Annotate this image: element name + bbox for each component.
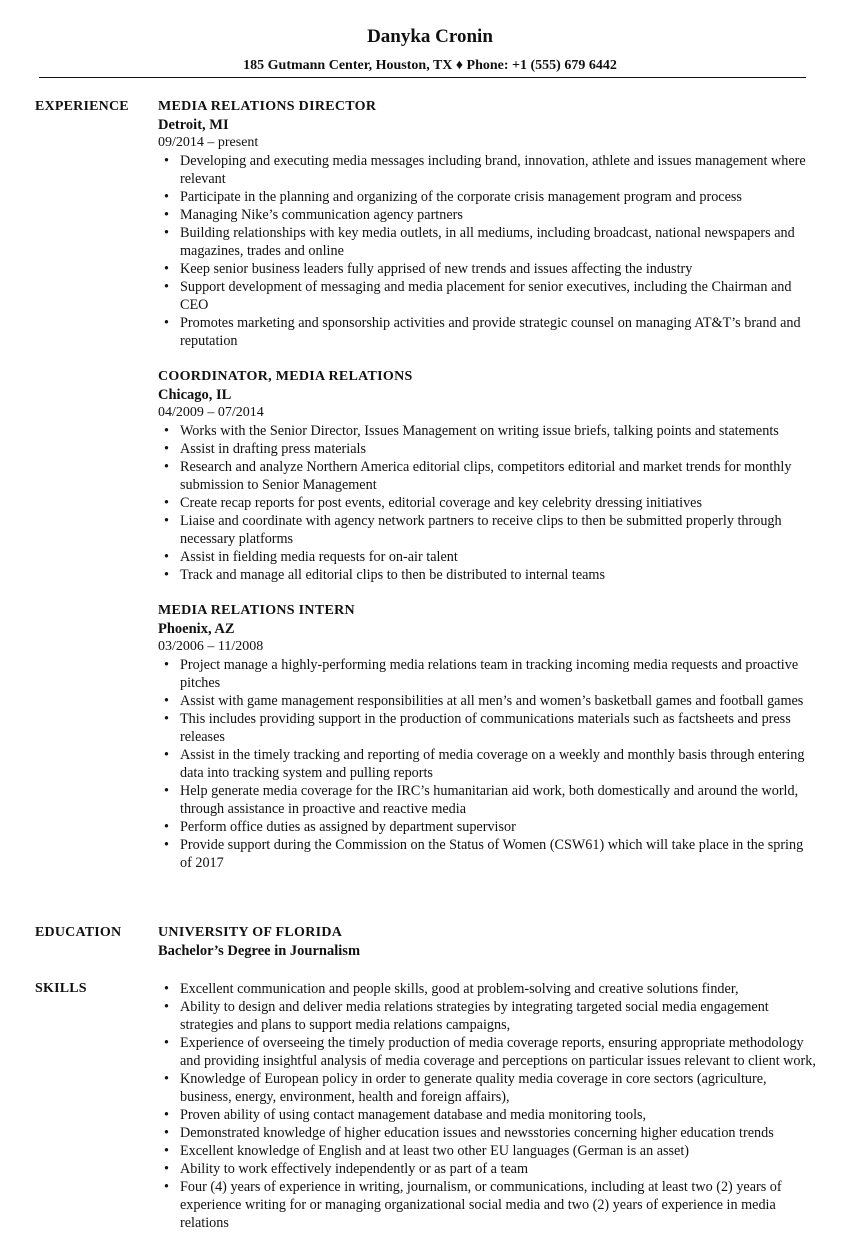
job-entry [158, 602, 818, 872]
job-bullets [158, 152, 818, 350]
job-entry [158, 98, 818, 350]
skill-item: • Excellent communication and people skills, good at problem-solving and creative solutions finder, [158, 980, 818, 998]
bullet-item: • This includes providing support in the production of communications materials such as factsheets and press releases [158, 710, 818, 746]
skill-item: • Demonstrated knowledge of higher education issues and newsstories concerning higher education trends [158, 1124, 818, 1142]
bullet-item: • Perform office duties as assigned by department supervisor [158, 818, 818, 836]
header-divider [39, 77, 806, 78]
bullet-item: • Liaise and coordinate with agency network partners to receive clips to then be submitted properly through necessary platforms [158, 512, 818, 548]
skills-body [158, 980, 818, 1232]
experience-label: EXPERIENCE [35, 99, 129, 114]
job-title: COORDINATOR, MEDIA RELATIONS [158, 369, 413, 384]
bullet-item: • Participate in the planning and organizing of the corporate crisis management program and process [158, 188, 818, 206]
bullet-item: • Assist in drafting press materials [158, 440, 818, 458]
bullet-item: • Research and analyze Northern America editorial clips, competitors editorial and market trends for monthly submission to Senior Management [158, 458, 818, 494]
job-title: MEDIA RELATIONS INTERN [158, 603, 355, 618]
job-bullets [158, 422, 818, 584]
bullet-item: • Developing and executing media messages including brand, innovation, athlete and issues management where relevant [158, 152, 818, 188]
skill-item: • Four (4) years of experience in writing, journalism, or communications, including at least two (2) years of experience writing for or managing organizational social media and two (2) years of experience in media relations [158, 1178, 818, 1232]
skill-item: • Knowledge of European policy in order to generate quality media coverage in core sectors (agriculture, business, energy, environment, health and foreign affairs), [158, 1070, 818, 1106]
education-label: EDUCATION [35, 925, 122, 940]
bullet-item: • Track and manage all editorial clips to then be distributed to internal teams [158, 566, 818, 584]
job-title: MEDIA RELATIONS DIRECTOR [158, 99, 377, 114]
bullet-item: • Promotes marketing and sponsorship activities and provide strategic counsel on managing AT&T’s brand and reputation [158, 314, 818, 350]
bullet-item: • Building relationships with key media outlets, in all mediums, including broadcast, national newspapers and magazines, trades and online [158, 224, 818, 260]
job-bullets [158, 656, 818, 872]
skill-item: • Experience of overseeing the timely production of media coverage reports, ensuring appropriate methodology and providing insightful analysis of media coverage and perceptions on particular issues relevant to client work, [158, 1034, 818, 1070]
bullet-item: • Create recap reports for post events, editorial coverage and key celebrity dressing initiatives [158, 494, 818, 512]
resume-header [0, 26, 860, 75]
skill-item: • Ability to design and deliver media relations strategies by integrating targeted social media engagement strategies and plans to support media relations campaigns, [158, 998, 818, 1034]
contact-line: 185 Gutmann Center, Houston, TX ♦ Phone: +1 (555) 679 6442 [243, 58, 617, 73]
job-dates: 09/2014 – present [158, 135, 259, 150]
bullet-item: • Assist in fielding media requests for on-air talent [158, 548, 818, 566]
skills-list [158, 980, 818, 1232]
skill-item: • Proven ability of using contact management database and media monitoring tools, [158, 1106, 818, 1124]
job-location: Detroit, MI [158, 117, 229, 133]
job-location: Phoenix, AZ [158, 621, 235, 637]
bullet-item: • Help generate media coverage for the IRC’s humanitarian aid work, both domestically and around the world, through assistance in proactive and reactive media [158, 782, 818, 818]
bullet-item: • Keep senior business leaders fully apprised of new trends and issues affecting the industry [158, 260, 818, 278]
bullet-item: • Assist in the timely tracking and reporting of media coverage on a weekly and monthly basis through entering data into tracking system and pulling reports [158, 746, 818, 782]
bullet-item: • Provide support during the Commission on the Status of Women (CSW61) which will take place in the spring of 2017 [158, 836, 818, 872]
job-dates: 03/2006 – 11/2008 [158, 639, 264, 654]
bullet-item: • Support development of messaging and media placement for senior executives, including the Chairman and CEO [158, 278, 818, 314]
school-name: UNIVERSITY OF FLORIDA [158, 925, 343, 940]
experience-body [158, 98, 818, 890]
job-dates: 04/2009 – 07/2014 [158, 405, 264, 420]
bullet-item: • Works with the Senior Director, Issues Management on writing issue briefs, talking points and statements [158, 422, 818, 440]
bullet-item: • Project manage a highly-performing media relations team in tracking incoming media requests and proactive pitches [158, 656, 818, 692]
education-body [158, 924, 818, 960]
bullet-item: • Managing Nike’s communication agency partners [158, 206, 818, 224]
candidate-name: Danyka Cronin [367, 26, 493, 47]
bullet-item: • Assist with game management responsibilities at all men’s and women’s basketball games and football games [158, 692, 818, 710]
skill-item: • Excellent knowledge of English and at least two other EU languages (German is an asset) [158, 1142, 818, 1160]
job-location: Chicago, IL [158, 387, 232, 403]
degree: Bachelor’s Degree in Journalism [158, 943, 361, 959]
skills-label: SKILLS [35, 981, 87, 996]
job-entry [158, 368, 818, 584]
skill-item: • Ability to work effectively independently or as part of a team [158, 1160, 818, 1178]
